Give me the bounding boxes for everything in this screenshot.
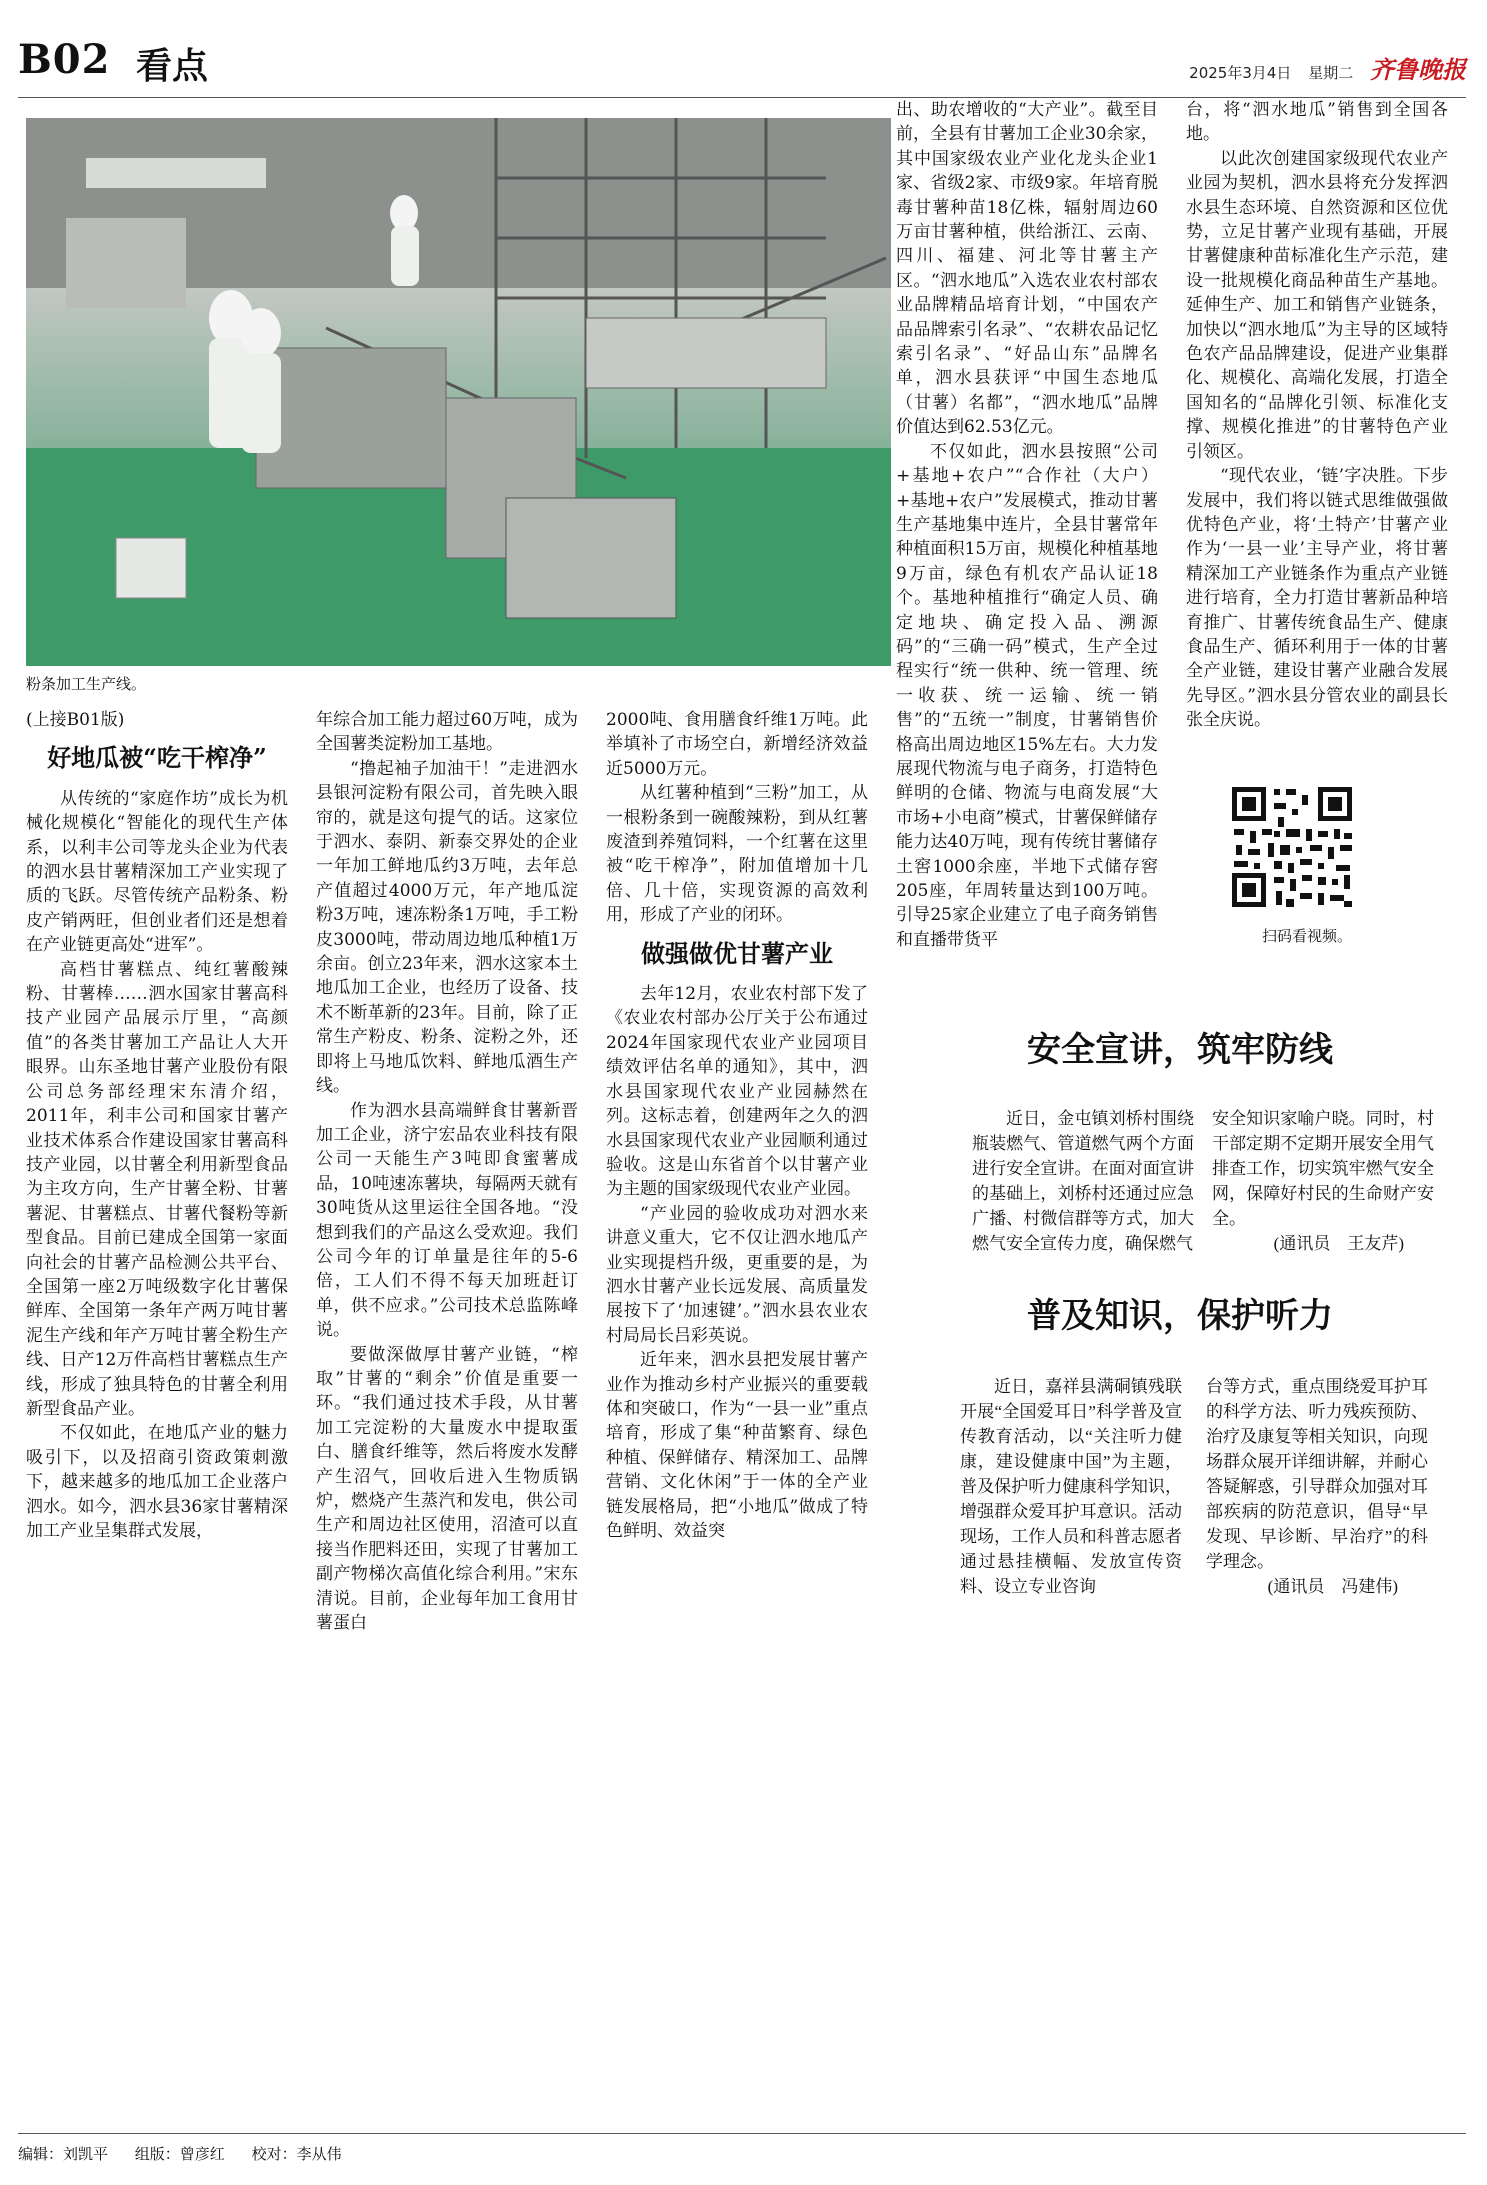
paragraph: “撸起袖子加油干！”走进泗水县银河淀粉有限公司，首先映入眼帘的，就是这句提气的话。这家位于泗水、泰阴、新泰交界处的企业一年加工鲜地瓜约3万吨，去年总产值超过4000万元，年产地瓜淀粉3万吨，速冻粉条1万吨，手工粉皮3000吨，带动周边地瓜种植1万余亩。创立23年来，泗水这家本土地瓜加工企业，也经历了设备、技术不断革新的23年。目前，除了正常生产粉皮、粉条、淀粉之外，还即将上马地瓜饮料、鲜地瓜酒生产线。 — [316, 758, 578, 1097]
factory-photo-illustration — [26, 118, 891, 666]
paragraph: 近日，金屯镇刘桥村围绕瓶装燃气、管道燃气两个方面进行安全宣讲。在面对面宣讲的基础上，刘桥村还通过应急广播、村微信群等方式，加大燃气安全宣传力度，确保燃气 — [972, 1109, 1194, 1253]
continued-note: (上接B01版) — [26, 710, 125, 730]
page-code: B02 — [18, 36, 111, 83]
header-meta — [1177, 50, 1466, 85]
paragraph: 台，将“泗水地瓜”销售到全国各地。 — [1186, 100, 1448, 145]
paragraph: 台等方式，重点围绕爱耳护耳的科学方法、听力残疾预防、治疗及康复等相关知识，向现场群众展开详细讲解，并耐心答疑解惑，引导群众加强对耳部疾病的防范意识，倡导“早发现、早诊断、早治疗”的科学理念。 — [1206, 1377, 1428, 1571]
paragraph: “产业园的验收成功对泗水来讲意义重大，它不仅让泗水地瓜产业实现提档升级，更重要的是，为泗水甘薯产业长远发展、高质量发展按下了‘加速键’。”泗水县农业农村局局长吕彩英说。 — [606, 1203, 868, 1346]
section-heading-1: 好地瓜被“吃干榨净” — [47, 743, 267, 773]
brief-1-title: 安全宣讲，筑牢防线 — [1027, 1030, 1333, 1070]
footer-rule — [18, 2133, 1466, 2134]
brief-2-right — [1206, 1374, 1428, 1599]
paragraph: 出、助农增收的“大产业”。截至目前，全县有甘薯加工企业30余家，其中国家级农业产业化龙头企业1家、省级2家、市级9家。年培育脱毒甘薯种苗18亿株，辐射周边60万亩甘薯种植，供给浙江、云南、四川、福建、河北等甘薯主产区。“泗水地瓜”入选农业农村部农业品牌精品培育计划，“中国农产品品牌索引名录”、“农耕农品记忆索引名录”、“好品山东”品牌名单，泗水县获评“中国生态地瓜（甘薯）名都”，“泗水地瓜”品牌价值达到62.53亿元。 — [896, 100, 1158, 438]
layout-credit: 组版：曾彦红 — [134, 2145, 225, 2163]
paragraph: 安全知识家喻户晓。同时，村干部定期不定期开展安全用气排查工作，切实筑牢燃气安全网，保障好村民的生命财产安全。 — [1212, 1109, 1434, 1228]
brief-1-credit: (通讯员 王友芹) — [1273, 1234, 1404, 1253]
brief-1-right — [1212, 1106, 1434, 1256]
section-heading-2: 做强做优甘薯产业 — [641, 938, 833, 968]
article-column-4 — [896, 98, 1158, 952]
issue-weekday: 星期二 — [1308, 64, 1354, 82]
page-header — [18, 28, 1466, 94]
paragraph: 不仅如此，在地瓜产业的魅力吸引下，以及招商引资政策刺激下，越来越多的地瓜加工企业落户泗水。如今，泗水县36家甘薯精深加工产业呈集群式发展， — [26, 1423, 288, 1541]
section-title: 看点 — [136, 45, 209, 87]
paragraph: 作为泗水县高端鲜食甘薯新晋加工企业，济宁宏品农业科技有限公司一天能生产3吨即食蜜薯成品，10吨速冻薯块，每隔两天就有30吨货从这里运往全国各地。“没想到我们的产品这么受欢迎。我们公司今年的订单量是往年的5-6倍，工人们不得不每天加班赶订单，供不应求。”公司技术总监陈峰说。 — [316, 1100, 578, 1341]
paragraph: 不仅如此，泗水县按照“公司+基地+农户”“合作社（大户）+基地+农户”发展模式，推动甘薯生产基地集中连片，全县甘薯常年种植面积15万亩，规模化种植基地9万亩，绿色有机农产品认证18个。基地种植推行“确定人员、确定地块、确定投入品、溯源码”的“三确一码”模式，生产全过程实行“统一供种、统一管理、统一收获、统一运输、统一销售”的“五统一”制度，甘薯销售价格高出周边地区15%左右。大力发展现代物流与电子商务，打造特色鲜明的仓储、物流与电商发展“大市场+小电商”模式，甘薯保鲜储存能力达40万吨，现有传统甘薯储存土窖1000余座，半地下式储存窖205座，年周转量达到100万吨。引导25家企业建立了电子商务销售和直播带货平 — [896, 441, 1158, 950]
article-column-1 — [26, 708, 288, 1543]
article-column-2 — [316, 708, 578, 1635]
photo-caption: 粉条加工生产线。 — [26, 675, 147, 693]
paragraph: 从传统的“家庭作坊”成长为机械化规模化“智能化的现代生产体系，以利丰公司等龙头企业为代表的泗水县甘薯精深加工产业实现了质的飞跃。尽管传统产品粉条、粉皮产销两旺，但创业者们还是想着在产业链更高处“进军”。 — [26, 788, 288, 956]
paper-logo: 齐鲁晚报 — [1370, 55, 1466, 84]
paragraph: 去年12月，农业农村部下发了《农业农村部办公厅关于公布通过2024年国家现代农业产业园项目绩效评估名单的通知》，其中，泗水县国家现代农业产业园赫然在列。这标志着，创建两年之久的泗水县国家现代农业产业园顺利通过验收。这是山东省首个以甘薯产业为主题的国家级现代农业产业园。 — [606, 984, 868, 1200]
editor-credit: 编辑：刘凯平 — [18, 2145, 109, 2163]
paragraph: 高档甘薯糕点、纯红薯酸辣粉、甘薯棒……泗水国家甘薯高科技产业园产品展示厅里，“高颜值”的各类甘薯加工产品让人大开眼界。山东圣地甘薯产业股份有限公司总务部经理宋东清介绍，2011年，利丰公司和国家甘薯产业技术体系合作建设国家甘薯高科技产业园，以甘薯全利用新型食品为主攻方向，生产甘薯全粉、甘薯薯泥、甘薯糕点、甘薯代餐粉等新型食品。目前已建成全国第一家面向社会的甘薯产品检测公共平台、全国第一座2万吨级数字化甘薯保鲜库、全国第一条年产两万吨甘薯泥生产线和年产万吨甘薯全粉生产线、日产12万件高档甘薯糕点生产线，形成了独具特色的甘薯全利用新型食品产业。 — [26, 959, 288, 1419]
paragraph: 近日，嘉祥县满硐镇残联开展“全国爱耳日”科学普及宣传教育活动，以“关注听力健康，建设健康中国”为主题，普及保护听力健康科学知识，增强群众爱耳护耳意识。活动现场，工作人员和科普志愿者通过悬挂横幅、发放宣传资料、设立专业咨询 — [960, 1377, 1182, 1596]
brief-2-title: 普及知识，保护听力 — [1027, 1296, 1333, 1336]
article-column-5 — [1186, 98, 1448, 733]
paragraph: 从红薯种植到“三粉”加工，从一根粉条到一碗酸辣粉，到从红薯废渣到养殖饲料，一个红薯在这里被“吃干榨净”，附加值增加十几倍、几十倍，实现资源的高效利用，形成了产业的闭环。 — [606, 783, 868, 926]
paragraph: 以此次创建国家级现代农业产业园为契机，泗水县将充分发挥泗水县生态环境、自然资源和区位优势，立足甘薯产业现有基础，开展甘薯健康种苗标准化生产示范，建设一批规模化商品种苗生产基地。延伸生产、加工和销售产业链条，加快以“泗水地瓜”为主导的区域特色农产品品牌建设，促进产业集群化、规模化、高端化发展，打造全国知名的“品牌化引领、标准化支撑、规模化推进”的甘薯特色产业引领区。 — [1186, 148, 1448, 462]
factory-photo — [26, 118, 891, 666]
paragraph: 近年来，泗水县把发展甘薯产业作为推动乡村产业振兴的重要载体和突破口，作为“一县一业”重点培育，形成了集“种苗繁育、绿色种植、保鲜储存、精深加工、品牌营销、文化休闲”于一体的全产业链发展格局，把“小地瓜”做成了特色鲜明、效益突 — [606, 1350, 868, 1541]
issue-date: 2025年3月4日 — [1189, 64, 1292, 82]
paragraph: “现代农业，‘链’字决胜。下步发展中，我们将以链式思维做强做优特色产业，将‘土特产’甘薯产业作为‘一县一业’主导产业，将甘薯精深加工产业链条作为重点产业链进行培育，全力打造甘薯新品种培育推广、甘薯传统食品生产、健康食品生产、循环利用于一体的甘薯全产业链，建设甘薯产业融合发展先导区。”泗水县分管农业的副县长张全庆说。 — [1186, 466, 1448, 731]
brief-2-credit: (通讯员 冯建伟) — [1267, 1577, 1398, 1596]
paragraph: 年综合加工能力超过60万吨，成为全国薯类淀粉加工基地。 — [316, 710, 578, 755]
brief-2-left — [960, 1374, 1182, 1599]
qr-code-icon — [1228, 783, 1356, 911]
paragraph: 2000吨、食用膳食纤维1万吨。此举填补了市场空白，新增经济效益近5000万元。 — [606, 710, 868, 779]
article-column-3 — [606, 708, 868, 1543]
page-footer — [18, 2143, 364, 2164]
proof-credit: 校对：李从伟 — [251, 2145, 342, 2163]
qr-caption: 扫码看视频。 — [1262, 927, 1353, 945]
brief-1-left — [972, 1106, 1194, 1256]
paragraph: 要做深做厚甘薯产业链，“榨取”甘薯的“剩余”价值是重要一环。“我们通过技术手段，从甘薯加工完淀粉的大量废水中提取蛋白、膳食纤维等，然后将废水发酵产生沼气，回收后进入生物质锅炉，燃烧产生蒸汽和发电，供公司生产和周边社区使用，沼渣可以直接当作肥料还田，实现了甘薯加工副产物梯次高值化综合利用。”宋东清说。目前，企业每年加工食用甘薯蛋白 — [316, 1344, 578, 1634]
qr-code[interactable] — [1228, 783, 1356, 911]
